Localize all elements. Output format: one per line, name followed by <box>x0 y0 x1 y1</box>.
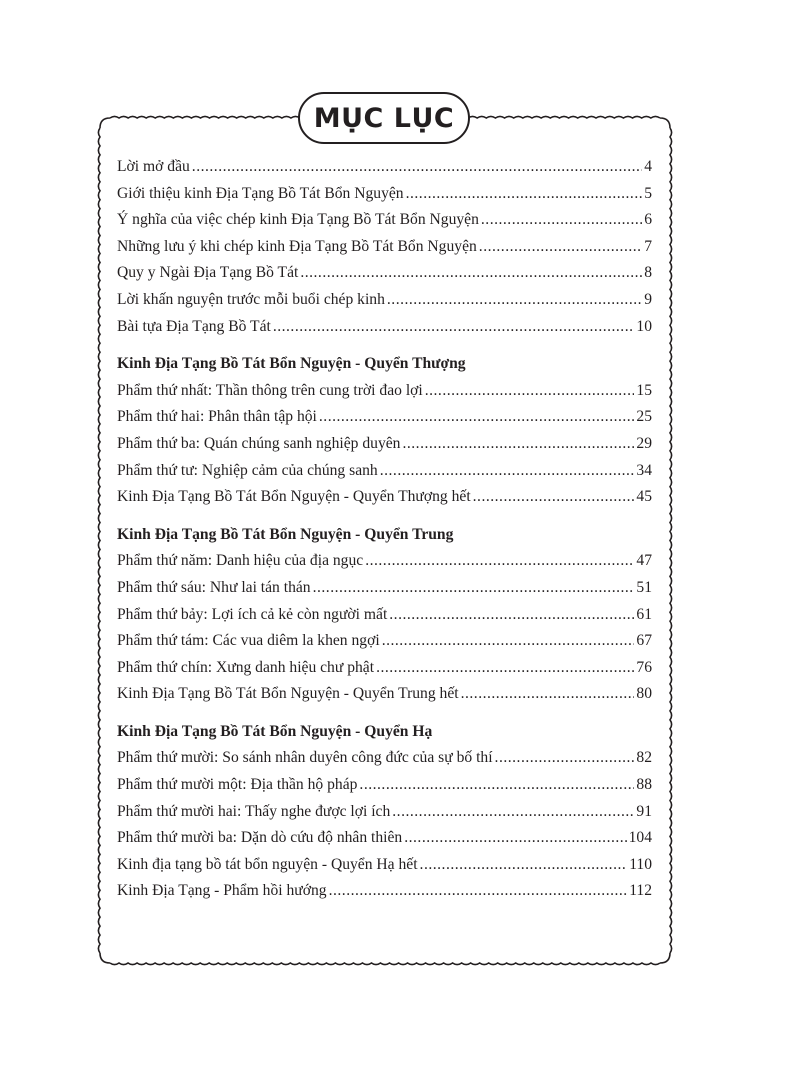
toc-entry <box>117 314 652 341</box>
toc-entry <box>117 484 652 511</box>
section-heading: Kinh Địa Tạng Bồ Tát Bổn Nguyện - Quyển Thượng <box>117 355 466 373</box>
toc-entry-label: Phẩm thứ mười ba: Dặn dò cứu độ nhân thiên <box>117 829 403 847</box>
dot-leader <box>192 154 642 181</box>
dot-leader <box>425 378 635 405</box>
toc-entry-label: Phẩm thứ tám: Các vua diêm la khen ngợi <box>117 632 380 650</box>
toc-entry-label: Kinh Địa Tạng Bồ Tát Bổn Nguyện - Quyển Trung hết <box>117 685 459 703</box>
toc-entry-page: 104 <box>628 829 652 847</box>
toc-entry-page: 82 <box>636 749 652 767</box>
toc-entry <box>117 655 652 682</box>
toc-entry-page: 61 <box>636 605 652 623</box>
toc-entry-label: Phẩm thứ sáu: Như lai tán thán <box>117 578 311 596</box>
dot-leader <box>300 260 642 287</box>
dot-leader <box>359 772 634 799</box>
dot-leader <box>313 575 635 602</box>
toc-entry-page: 5 <box>644 184 652 202</box>
toc-entry-page: 67 <box>636 632 652 650</box>
toc-entry-page: 51 <box>636 578 652 596</box>
toc-entry-page: 34 <box>636 461 652 479</box>
toc-entry-page: 80 <box>636 685 652 703</box>
toc-entry-page: 88 <box>636 776 652 794</box>
toc-entry-page: 9 <box>644 290 652 308</box>
dot-leader <box>382 628 635 655</box>
toc-section <box>117 351 652 511</box>
page-title: MỤC LỤC <box>313 102 455 134</box>
toc-entry <box>117 548 652 575</box>
dot-leader <box>406 181 643 208</box>
toc-entry <box>117 260 652 287</box>
toc-section <box>117 719 652 905</box>
toc-entry-label: Kinh Địa Tạng Bồ Tát Bổn Nguyện - Quyển Thượng hết <box>117 488 471 506</box>
dot-leader <box>404 825 626 852</box>
toc-entry-label: Phẩm thứ tư: Nghiệp cảm của chúng sanh <box>117 461 378 479</box>
toc-entry-label: Phẩm thứ mười: So sánh nhân duyên công đức của sự bố thí <box>117 749 493 767</box>
dot-leader <box>495 745 635 772</box>
toc-section <box>117 154 652 340</box>
title-badge <box>298 92 470 144</box>
toc-entry <box>117 745 652 772</box>
toc-entry-label: Lời khấn nguyện trước mỗi buổi chép kinh <box>117 290 385 308</box>
dot-leader <box>389 602 634 629</box>
toc-entry-page: 29 <box>636 434 652 452</box>
dot-leader <box>380 458 635 485</box>
toc-entry-page: 15 <box>636 381 652 399</box>
toc-entry-page: 112 <box>629 882 652 900</box>
toc-entry-label: Lời mở đầu <box>117 158 190 175</box>
toc-entry <box>117 852 652 879</box>
toc-entry <box>117 458 652 485</box>
dot-leader <box>319 404 635 431</box>
toc-entry <box>117 575 652 602</box>
toc-entry <box>117 799 652 826</box>
toc-entry-label: Những lưu ý khi chép kinh Địa Tạng Bồ Tát Bổn Nguyện <box>117 237 477 255</box>
toc-entry-label: Ý nghĩa của việc chép kinh Địa Tạng Bồ Tát Bổn Nguyện <box>117 211 479 229</box>
toc-entry <box>117 404 652 431</box>
toc-section <box>117 522 652 708</box>
dot-leader <box>376 655 634 682</box>
toc-entry-label: Phẩm thứ năm: Danh hiệu của địa ngục <box>117 552 364 570</box>
toc-entry <box>117 154 652 181</box>
dot-leader <box>273 314 635 341</box>
toc-entry <box>117 878 652 905</box>
table-of-contents <box>117 154 652 905</box>
dot-leader <box>365 548 634 575</box>
toc-entry <box>117 207 652 234</box>
toc-entry-page: 47 <box>636 552 652 570</box>
toc-entry <box>117 772 652 799</box>
toc-entry <box>117 378 652 405</box>
dot-leader <box>481 207 642 234</box>
toc-entry-page: 25 <box>636 408 652 426</box>
toc-entry-page: 76 <box>636 658 652 676</box>
toc-entry <box>117 234 652 261</box>
toc-entry <box>117 681 652 708</box>
dot-leader <box>479 234 642 261</box>
toc-entry-label: Phẩm thứ nhất: Thần thông trên cung trời đao lợi <box>117 381 423 399</box>
toc-entry-label: Quy y Ngài Địa Tạng Bồ Tát <box>117 264 299 282</box>
toc-entry-label: Kinh địa tạng bồ tát bổn nguyện - Quyển Hạ hết <box>117 855 418 873</box>
toc-entry-label: Phẩm thứ mười hai: Thấy nghe được lợi ích <box>117 802 391 820</box>
toc-entry-page: 10 <box>636 317 652 335</box>
toc-entry <box>117 431 652 458</box>
toc-entry-label: Phẩm thứ bảy: Lợi ích cả kẻ còn người mất <box>117 605 388 623</box>
toc-entry <box>117 825 652 852</box>
toc-entry-page: 7 <box>644 237 652 255</box>
dot-leader <box>392 799 634 826</box>
toc-entry-page: 91 <box>636 802 652 820</box>
toc-entry <box>117 287 652 314</box>
toc-entry-label: Phẩm thứ ba: Quán chúng sanh nghiệp duyên <box>117 434 401 452</box>
toc-entry-label: Phẩm thứ hai: Phân thân tập hội <box>117 408 317 426</box>
toc-entry <box>117 628 652 655</box>
toc-entry-page: 45 <box>636 488 652 506</box>
dot-leader <box>387 287 642 314</box>
toc-entry-page: 110 <box>629 855 652 873</box>
dot-leader <box>402 431 634 458</box>
toc-entry-label: Bài tựa Địa Tạng Bồ Tát <box>117 317 271 335</box>
toc-entry <box>117 602 652 629</box>
toc-entry-label: Giới thiệu kinh Địa Tạng Bồ Tát Bổn Nguyện <box>117 184 404 202</box>
toc-entry-label: Phẩm thứ chín: Xưng danh hiệu chư phật <box>117 658 375 676</box>
toc-entry <box>117 181 652 208</box>
dot-leader <box>461 681 635 708</box>
toc-entry-label: Kinh Địa Tạng - Phẩm hồi hướng <box>117 882 327 900</box>
section-heading: Kinh Địa Tạng Bồ Tát Bổn Nguyện - Quyển Trung <box>117 525 454 543</box>
toc-entry-page: 8 <box>644 264 652 282</box>
dot-leader <box>420 852 628 879</box>
toc-entry-page: 4 <box>644 158 652 175</box>
toc-entry-page: 6 <box>644 211 652 229</box>
section-heading: Kinh Địa Tạng Bồ Tát Bổn Nguyện - Quyển Hạ <box>117 722 433 740</box>
dot-leader <box>473 484 635 511</box>
toc-entry-label: Phẩm thứ mười một: Địa thần hộ pháp <box>117 776 358 794</box>
dot-leader <box>329 878 628 905</box>
